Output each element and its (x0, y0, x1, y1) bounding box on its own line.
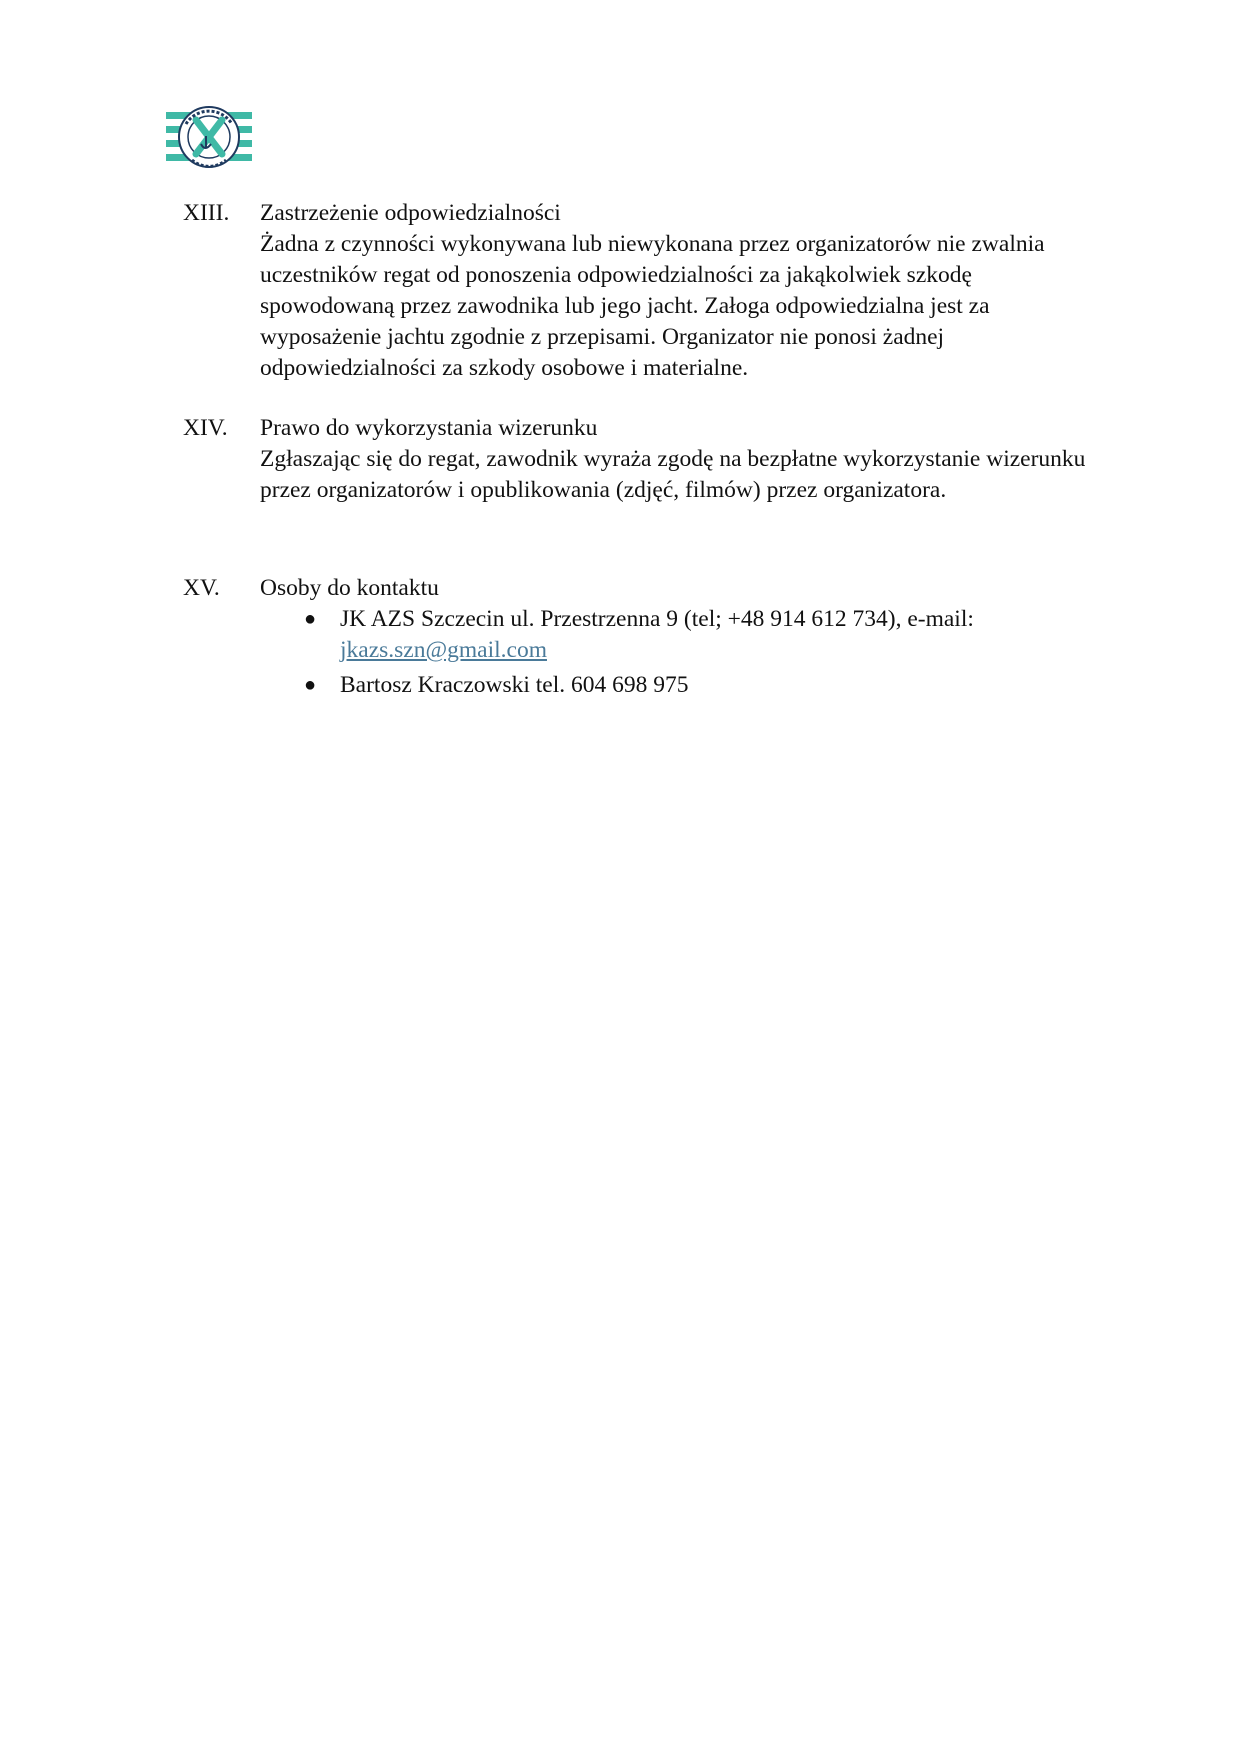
section-image-rights (183, 413, 1103, 506)
contact-list (260, 604, 1103, 701)
section-number: XIV. (183, 415, 228, 441)
section-title: Prawo do wykorzystania wizerunku (260, 415, 598, 441)
email-link[interactable]: jkazs.szn@gmail.com (340, 637, 547, 663)
section-title: Osoby do kontaktu (260, 575, 439, 601)
contact-item (260, 670, 1103, 701)
section-title: Zastrzeżenie odpowiedzialności (260, 200, 561, 226)
section-text: Zgłaszając się do regat, zawodnik wyraża zgodę na bezpłatne wykorzystanie wizerunku przez organizatorów i opublikowania (zdjęć, filmów) przez organizatora. (260, 446, 1086, 503)
bullet-icon: ● (304, 674, 317, 696)
club-logo (166, 96, 252, 182)
contact-text: Bartosz Kraczowski tel. 604 698 975 (340, 672, 689, 698)
section-number: XV. (183, 575, 220, 601)
contact-text: JK AZS Szczecin ul. Przestrzenna 9 (tel; +48 914 612 734), e-mail: (340, 606, 974, 632)
contact-item (260, 604, 1103, 666)
section-text: Żadna z czynności wykonywana lub niewykonana przez organizatorów nie zwalnia uczestników regat od ponoszenia odpowiedzialności za jakąkolwiek szkodę spowodowaną przez zawodnika lub jego jacht. Załoga odpowiedzialna jest za wyposażenie jachtu zgodnie z przepisami. Organizator nie ponosi żadnej odpowiedzialności za szkody osobowe i materialne. (260, 231, 1045, 381)
section-number: XIII. (183, 200, 230, 226)
section-disclaimer (183, 198, 1103, 384)
section-contacts (183, 573, 1103, 705)
bullet-icon: ● (304, 608, 317, 630)
